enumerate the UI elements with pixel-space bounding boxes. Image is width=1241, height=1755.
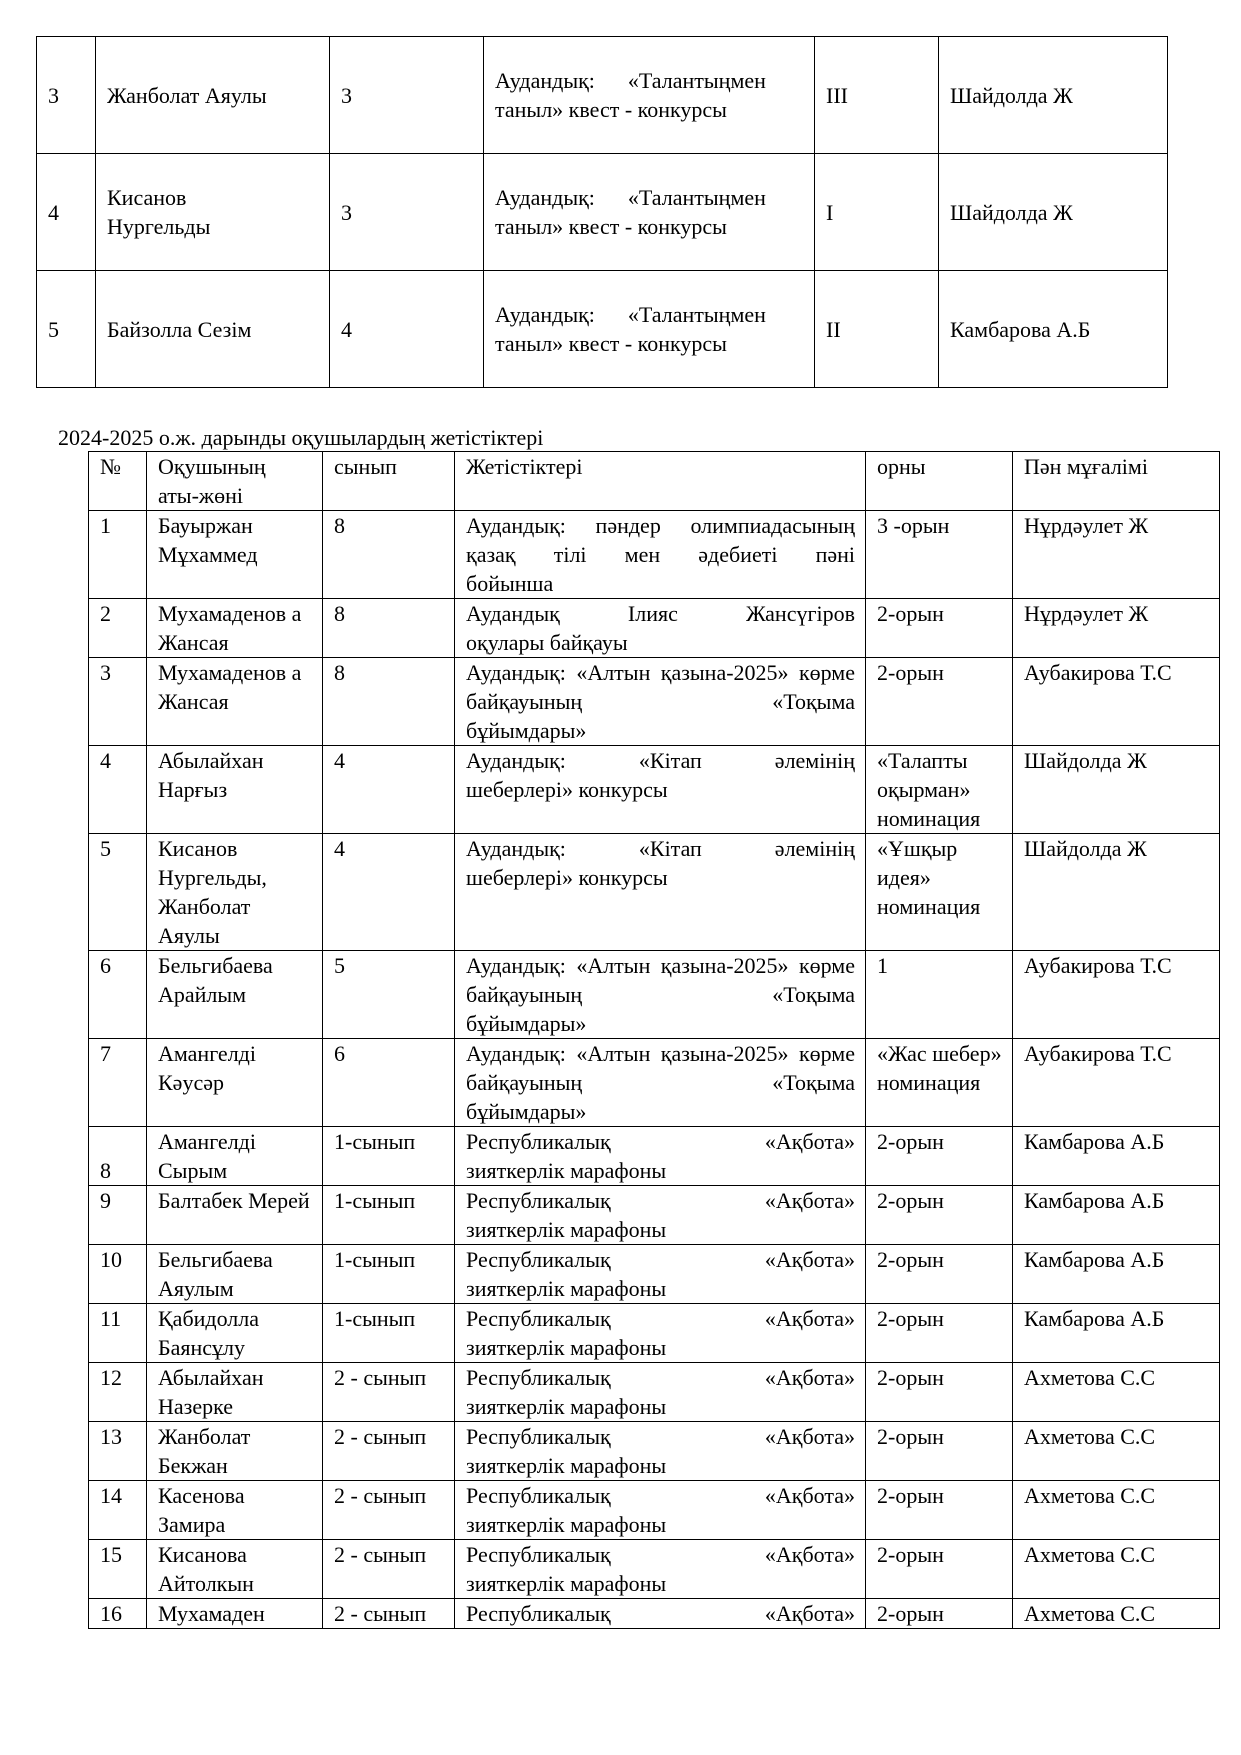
place: «Талапты оқырман» номинация [866, 746, 1013, 834]
row-number: 9 [89, 1186, 147, 1245]
achievement-text: Аудандық: пәндер олимпиадасының қазақ тілі мен әдебиеті пәні [466, 513, 855, 567]
achievement-text-last-line: зияткерлік марафоны [466, 1335, 667, 1360]
achievement-line: таныл» квест - конкурсы [495, 331, 727, 356]
table-body [89, 511, 1220, 1629]
grade: 5 [323, 951, 455, 1039]
table-row [37, 37, 1168, 154]
row-number: 5 [37, 271, 96, 388]
achievement-text-last-line: зияткерлік марафоны [466, 1158, 667, 1183]
top-table-body [37, 37, 1168, 388]
teacher: Аубакирова Т.С [1013, 1039, 1220, 1127]
row-number: 6 [89, 951, 147, 1039]
table-row [89, 1186, 1220, 1245]
achievement-text: Республикалық «Ақбота» [466, 1483, 855, 1508]
teacher: Шайдолда Ж [939, 37, 1168, 154]
place: «Жас шебер» номинация [866, 1039, 1013, 1127]
achievement-text: Аудандық: «Алтын қазына-2025» көрме байқауының «Тоқыма [466, 1041, 855, 1095]
grade: 4 [323, 746, 455, 834]
student-name: Кисанова Айтолкын [147, 1540, 323, 1599]
section-caption: 2024-2025 о.ж. дарынды оқушылардың жетістіктері [58, 425, 544, 450]
table-header [89, 452, 1220, 511]
place: 2-орын [866, 1599, 1013, 1629]
header-achievements: Жетістіктері [455, 452, 866, 511]
achievement-text: Республикалық «Ақбота» [466, 1601, 855, 1626]
place: 2-орын [866, 599, 1013, 658]
achievement-text: Республикалық «Ақбота» [466, 1247, 855, 1272]
student-name: Қабидолла Баянсұлу [147, 1304, 323, 1363]
student-name: Байзолла Сезім [96, 271, 330, 388]
teacher: Аубакирова Т.С [1013, 658, 1220, 746]
place: I [815, 154, 939, 271]
teacher: Шайдолда Ж [939, 154, 1168, 271]
header-teacher: Пән мұғалімі [1013, 452, 1220, 511]
achievement [455, 1363, 866, 1422]
achievement-text-last-line: зияткерлік марафоны [466, 1394, 667, 1419]
student-name: Абылайхан Нарғыз [147, 746, 323, 834]
table-row [89, 1304, 1220, 1363]
grade: 2 - сынып [323, 1363, 455, 1422]
grade: 8 [323, 599, 455, 658]
grade: 4 [323, 834, 455, 951]
grade: 2 - сынып [323, 1599, 455, 1629]
achievement-text: Республикалық «Ақбота» [466, 1424, 855, 1449]
teacher: Ахметова С.С [1013, 1599, 1220, 1629]
row-number: 14 [89, 1481, 147, 1540]
student-name: Кисанов Нургельды, Жанболат Аяулы [147, 834, 323, 951]
achievement-line: Аудандық: «Талантыңмен [495, 302, 766, 327]
student-name: Абылайхан Назерке [147, 1363, 323, 1422]
table-row [89, 1422, 1220, 1481]
student-name: Кисанов Нургельды [96, 154, 330, 271]
place: 1 [866, 951, 1013, 1039]
achievement [455, 834, 866, 951]
grade: 3 [330, 154, 484, 271]
achievement-text: Республикалық «Ақбота» [466, 1542, 855, 1567]
achievement-text-last-line: зияткерлік марафоны [466, 1512, 667, 1537]
grade: 1-сынып [323, 1245, 455, 1304]
achievement [455, 951, 866, 1039]
teacher: Ахметова С.С [1013, 1363, 1220, 1422]
student-name: Бауыржан Мұхаммед [147, 511, 323, 599]
achievement-text-last-line: бойынша [466, 571, 554, 596]
achievement-text: Республикалық «Ақбота» [466, 1129, 855, 1154]
row-number: 11 [89, 1304, 147, 1363]
achievement-line: таныл» квест - конкурсы [495, 214, 727, 239]
student-name: Касенова Замира [147, 1481, 323, 1540]
table-row [89, 658, 1220, 746]
grade: 2 - сынып [323, 1481, 455, 1540]
row-number: 12 [89, 1363, 147, 1422]
table-row [89, 511, 1220, 599]
table-row [89, 834, 1220, 951]
achievement [455, 1245, 866, 1304]
teacher: Нұрдәулет Ж [1013, 599, 1220, 658]
achievement-text-last-line: зияткерлік марафоны [466, 1217, 667, 1242]
grade: 1-сынып [323, 1304, 455, 1363]
achievement-text-last-line: зияткерлік марафоны [466, 1276, 667, 1301]
place: 2-орын [866, 1127, 1013, 1186]
table-row [89, 951, 1220, 1039]
row-number: 8 [89, 1127, 147, 1186]
row-number: 3 [37, 37, 96, 154]
achievement [455, 1540, 866, 1599]
row-number: 7 [89, 1039, 147, 1127]
achievement-text-last-line: зияткерлік марафоны [466, 1571, 667, 1596]
table-row [89, 1039, 1220, 1127]
row-number: 10 [89, 1245, 147, 1304]
table-row [37, 271, 1168, 388]
grade: 2 - сынып [323, 1422, 455, 1481]
achievement-text: Аудандық: «Кітап әлемінің [466, 748, 855, 773]
grade: 1-сынып [323, 1127, 455, 1186]
student-name: Мухамаденов а Жансая [147, 599, 323, 658]
table-row [89, 1481, 1220, 1540]
row-number: 4 [37, 154, 96, 271]
place: 2-орын [866, 1422, 1013, 1481]
student-name: Балтабек Мерей [147, 1186, 323, 1245]
table-row [89, 1540, 1220, 1599]
achievement [455, 1186, 866, 1245]
achievement-text: Республикалық «Ақбота» [466, 1188, 855, 1213]
place: 2-орын [866, 1245, 1013, 1304]
header-number: № [89, 452, 147, 511]
teacher: Нұрдәулет Ж [1013, 511, 1220, 599]
achievement-text: Республикалық «Ақбота» [466, 1306, 855, 1331]
place: III [815, 37, 939, 154]
table-row [89, 1363, 1220, 1422]
achievement [455, 1304, 866, 1363]
achievement [455, 746, 866, 834]
student-name: Мухамаден [147, 1599, 323, 1629]
teacher: Камбарова А.Б [1013, 1186, 1220, 1245]
table-row [89, 746, 1220, 834]
achievement [484, 37, 815, 154]
achievement-line: таныл» квест - конкурсы [495, 97, 727, 122]
achievement-text: Аудандық: «Алтын қазына-2025» көрме байқауының «Тоқыма [466, 660, 855, 714]
place: 2-орын [866, 1540, 1013, 1599]
teacher: Камбарова А.Б [1013, 1245, 1220, 1304]
row-number: 4 [89, 746, 147, 834]
place: 2-орын [866, 1363, 1013, 1422]
place: 2-орын [866, 1186, 1013, 1245]
grade: 6 [323, 1039, 455, 1127]
achievement [455, 1422, 866, 1481]
place: II [815, 271, 939, 388]
teacher: Шайдолда Ж [1013, 834, 1220, 951]
achievement-text: Аудандық: «Алтын қазына-2025» көрме байқауының «Тоқыма [466, 953, 855, 1007]
table-row [89, 1127, 1220, 1186]
teacher: Ахметова С.С [1013, 1481, 1220, 1540]
row-number: 2 [89, 599, 147, 658]
table-row [37, 154, 1168, 271]
place: 2-орын [866, 1481, 1013, 1540]
achievement-text-last-line: зияткерлік марафоны [466, 1453, 667, 1478]
teacher: Шайдолда Ж [1013, 746, 1220, 834]
place: 2-орын [866, 1304, 1013, 1363]
achievement-text-last-line: бұйымдары» [466, 1011, 587, 1036]
achievement-line: Аудандық: «Талантыңмен [495, 68, 766, 93]
achievement [455, 599, 866, 658]
row-number: 1 [89, 511, 147, 599]
achievement [455, 1599, 866, 1629]
header-place: орны [866, 452, 1013, 511]
row-number: 13 [89, 1422, 147, 1481]
place: 2-орын [866, 658, 1013, 746]
achievement-text: Аудандық Ілияс Жансүгіров [466, 601, 855, 626]
place: 3 -орын [866, 511, 1013, 599]
row-number: 5 [89, 834, 147, 951]
top-achievements-table [36, 36, 1168, 388]
teacher: Аубакирова Т.С [1013, 951, 1220, 1039]
achievement-line: Аудандық: «Талантыңмен [495, 185, 766, 210]
achievement [484, 271, 815, 388]
achievement-text-last-line: шеберлері» конкурсы [466, 777, 668, 802]
teacher: Камбарова А.Б [1013, 1304, 1220, 1363]
achievement [455, 658, 866, 746]
table-row [89, 1245, 1220, 1304]
header-grade: сынып [323, 452, 455, 511]
header-student-name: Оқушының аты-жөні [147, 452, 323, 511]
student-name: Мухамаденов а Жансая [147, 658, 323, 746]
student-name: Амангелді Сырым [147, 1127, 323, 1186]
student-name: Амангелді Кәусәр [147, 1039, 323, 1127]
achievement [455, 511, 866, 599]
student-name: Бельгибаева Аяулым [147, 1245, 323, 1304]
table-row [89, 1599, 1220, 1629]
achievement [484, 154, 815, 271]
grade: 8 [323, 658, 455, 746]
teacher: Камбарова А.Б [1013, 1127, 1220, 1186]
achievements-table [88, 451, 1220, 1629]
grade: 8 [323, 511, 455, 599]
teacher: Ахметова С.С [1013, 1540, 1220, 1599]
row-number: 16 [89, 1599, 147, 1629]
row-number: 3 [89, 658, 147, 746]
achievement-text-last-line: шеберлері» конкурсы [466, 865, 668, 890]
student-name: Жанболат Аяулы [96, 37, 330, 154]
student-name: Бельгибаева Арайлым [147, 951, 323, 1039]
achievement [455, 1127, 866, 1186]
achievement [455, 1039, 866, 1127]
grade: 3 [330, 37, 484, 154]
teacher: Камбарова А.Б [939, 271, 1168, 388]
header-row [89, 452, 1220, 511]
place: «Ұшқыр идея» номинация [866, 834, 1013, 951]
grade: 2 - сынып [323, 1540, 455, 1599]
teacher: Ахметова С.С [1013, 1422, 1220, 1481]
table-row [89, 599, 1220, 658]
grade: 1-сынып [323, 1186, 455, 1245]
achievement-text-last-line: оқулары байқауы [466, 630, 628, 655]
achievement-text-last-line: бұйымдары» [466, 1099, 587, 1124]
row-number: 15 [89, 1540, 147, 1599]
achievement [455, 1481, 866, 1540]
achievement-text: Аудандық: «Кітап әлемінің [466, 836, 855, 861]
achievement-text-last-line: бұйымдары» [466, 718, 587, 743]
grade: 4 [330, 271, 484, 388]
student-name: Жанболат Бекжан [147, 1422, 323, 1481]
achievement-text: Республикалық «Ақбота» [466, 1365, 855, 1390]
